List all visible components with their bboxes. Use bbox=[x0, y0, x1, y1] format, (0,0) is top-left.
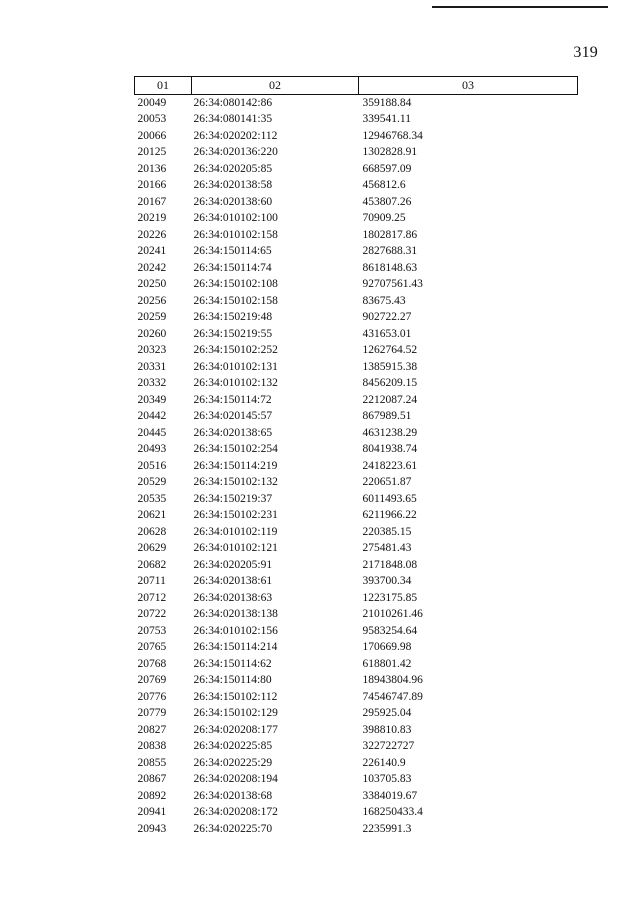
table-row bbox=[135, 722, 578, 739]
cell-cadastral-number: 26:34:010102:131 bbox=[193, 360, 278, 373]
cell-id: 20529 bbox=[137, 476, 167, 488]
cell-id: 20250 bbox=[137, 278, 167, 290]
cell-value: 1302828.91 bbox=[362, 146, 418, 158]
cell-cadastral-number: 26:34:150219:48 bbox=[193, 311, 273, 323]
table-row bbox=[135, 573, 578, 590]
table-row bbox=[135, 94, 578, 111]
table-row bbox=[135, 705, 578, 722]
cell-value: 92707561.43 bbox=[362, 278, 423, 290]
cell-cadastral-number: 26:34:020145:57 bbox=[193, 410, 273, 422]
cell-cadastral-number: 26:34:010102:119 bbox=[193, 525, 278, 538]
cell-cadastral-number: 26:34:150102:112 bbox=[193, 690, 278, 703]
cell-cadastral-number: 26:34:020205:85 bbox=[193, 162, 273, 175]
cell-value: 393700.34 bbox=[362, 575, 412, 587]
table-row bbox=[135, 177, 578, 194]
table-row bbox=[135, 408, 578, 425]
cell-value: 453807.26 bbox=[362, 195, 412, 208]
table-row bbox=[135, 771, 578, 788]
cell-value: 220385.15 bbox=[362, 525, 412, 538]
cell-value: 6011493.65 bbox=[362, 492, 417, 505]
data-table bbox=[134, 76, 578, 837]
cell-id: 20445 bbox=[137, 426, 167, 439]
table-row bbox=[135, 293, 578, 310]
cell-cadastral-number: 26:34:150114:214 bbox=[193, 641, 278, 653]
cell-id: 20629 bbox=[137, 542, 167, 554]
cell-value: 2418223.61 bbox=[362, 459, 418, 472]
table-row bbox=[135, 309, 578, 326]
cell-value: 2827688.31 bbox=[362, 245, 418, 257]
table-row bbox=[135, 326, 578, 343]
table-row bbox=[135, 656, 578, 673]
cell-id: 20753 bbox=[137, 624, 167, 637]
cell-cadastral-number: 26:34:020225:70 bbox=[193, 822, 273, 835]
cell-cadastral-number: 26:34:150114:72 bbox=[193, 393, 272, 406]
cell-value: 1223175.85 bbox=[362, 591, 418, 604]
cell-id: 20241 bbox=[137, 245, 167, 257]
cell-value: 322722727 bbox=[362, 740, 415, 752]
cell-id: 20256 bbox=[137, 294, 167, 307]
cell-id: 20493 bbox=[137, 443, 167, 455]
cell-value: 902722.27 bbox=[362, 311, 412, 323]
table-row bbox=[135, 788, 578, 805]
cell-value: 9583254.64 bbox=[362, 624, 418, 637]
table-row bbox=[135, 194, 578, 211]
table-row bbox=[135, 392, 578, 409]
cell-cadastral-number: 26:34:010102:132 bbox=[193, 377, 278, 389]
cell-id: 20765 bbox=[137, 641, 167, 653]
cell-cadastral-number: 26:34:150219:37 bbox=[193, 492, 273, 505]
cell-value: 168250433.4 bbox=[362, 806, 423, 818]
cell-id: 20941 bbox=[137, 806, 167, 818]
cell-id: 20331 bbox=[137, 360, 167, 373]
table-row bbox=[135, 359, 578, 376]
table-row bbox=[135, 689, 578, 706]
cell-value: 103705.83 bbox=[362, 773, 412, 785]
cell-cadastral-number: 26:34:020138:58 bbox=[193, 179, 273, 191]
header-col-01: 01 bbox=[135, 77, 192, 95]
table-row bbox=[135, 227, 578, 244]
top-rule bbox=[432, 6, 608, 8]
cell-id: 20259 bbox=[137, 311, 167, 323]
table-row bbox=[135, 821, 578, 838]
cell-value: 6211966.22 bbox=[362, 509, 417, 521]
cell-id: 20442 bbox=[137, 410, 167, 422]
cell-cadastral-number: 26:34:020138:68 bbox=[193, 789, 273, 802]
cell-value: 4631238.29 bbox=[362, 426, 418, 439]
cell-id: 20867 bbox=[137, 773, 167, 785]
cell-value: 456812.6 bbox=[362, 179, 406, 191]
cell-value: 12946768.34 bbox=[362, 129, 423, 142]
cell-cadastral-number: 26:34:150102:132 bbox=[193, 476, 278, 488]
cell-cadastral-number: 26:34:150102:231 bbox=[193, 509, 278, 521]
cell-id: 20535 bbox=[137, 492, 167, 505]
cell-cadastral-number: 26:34:010102:156 bbox=[193, 624, 278, 637]
cell-cadastral-number: 26:34:150102:129 bbox=[193, 707, 278, 719]
cell-cadastral-number: 26:34:020138:65 bbox=[193, 426, 273, 439]
cell-value: 220651.87 bbox=[362, 476, 412, 488]
cell-value: 1385915.38 bbox=[362, 360, 418, 373]
cell-value: 83675.43 bbox=[362, 294, 406, 307]
table-header bbox=[135, 77, 578, 95]
cell-cadastral-number: 26:34:020138:61 bbox=[193, 575, 273, 587]
cell-cadastral-number: 26:34:020208:194 bbox=[193, 773, 278, 785]
table-row bbox=[135, 111, 578, 128]
cell-value: 8618148.63 bbox=[362, 261, 418, 274]
table-row bbox=[135, 540, 578, 557]
cell-value: 431653.01 bbox=[362, 327, 412, 340]
cell-value: 618801.42 bbox=[362, 657, 412, 670]
cell-cadastral-number: 26:34:020138:63 bbox=[193, 591, 273, 604]
cell-id: 20776 bbox=[137, 690, 167, 703]
cell-id: 20768 bbox=[137, 657, 167, 670]
cell-id: 20779 bbox=[137, 707, 167, 719]
cell-cadastral-number: 26:34:080141:35 bbox=[193, 113, 273, 125]
cell-cadastral-number: 26:34:010102:100 bbox=[193, 212, 278, 224]
cell-value: 398810.83 bbox=[362, 723, 412, 736]
table-row bbox=[135, 804, 578, 821]
cell-id: 20053 bbox=[137, 113, 167, 125]
cell-id: 20621 bbox=[137, 509, 167, 521]
cell-id: 20349 bbox=[137, 393, 167, 406]
cell-id: 20722 bbox=[137, 608, 167, 620]
cell-id: 20226 bbox=[137, 228, 167, 241]
cell-id: 20049 bbox=[137, 96, 167, 109]
cell-id: 20136 bbox=[137, 162, 167, 175]
cell-cadastral-number: 26:34:020202:112 bbox=[193, 129, 278, 142]
header-row bbox=[135, 77, 578, 95]
table-row bbox=[135, 243, 578, 260]
cell-id: 20769 bbox=[137, 674, 167, 686]
cell-cadastral-number: 26:34:150219:55 bbox=[193, 327, 273, 340]
cell-id: 20892 bbox=[137, 789, 167, 802]
table-row bbox=[135, 128, 578, 145]
cell-cadastral-number: 26:34:150114:65 bbox=[193, 245, 272, 257]
cell-cadastral-number: 26:34:020138:138 bbox=[193, 608, 278, 620]
cell-value: 3384019.67 bbox=[362, 789, 418, 802]
cell-id: 20712 bbox=[137, 591, 167, 604]
cell-id: 20242 bbox=[137, 261, 167, 274]
header-col-02: 02 bbox=[192, 77, 359, 95]
cell-cadastral-number: 26:34:020225:85 bbox=[193, 740, 273, 752]
cell-id: 20628 bbox=[137, 525, 167, 538]
table-row bbox=[135, 738, 578, 755]
cell-id: 20125 bbox=[137, 146, 167, 158]
cell-value: 226140.9 bbox=[362, 756, 406, 769]
cell-value: 18943804.96 bbox=[362, 674, 423, 686]
header-col-03: 03 bbox=[359, 77, 578, 95]
cell-cadastral-number: 26:34:150114:74 bbox=[193, 261, 272, 274]
cell-id: 20827 bbox=[137, 723, 167, 736]
cell-cadastral-number: 26:34:080142:86 bbox=[193, 96, 273, 109]
cell-cadastral-number: 26:34:020208:172 bbox=[193, 806, 278, 818]
cell-id: 20219 bbox=[137, 212, 167, 224]
cell-value: 70909.25 bbox=[362, 212, 406, 224]
cell-id: 20323 bbox=[137, 344, 167, 356]
cell-value: 170669.98 bbox=[362, 641, 412, 653]
cell-cadastral-number: 26:34:150114:80 bbox=[193, 674, 272, 686]
table-body bbox=[135, 94, 578, 837]
cell-value: 1262764.52 bbox=[362, 344, 418, 356]
cell-cadastral-number: 26:34:150102:254 bbox=[193, 443, 278, 455]
cell-value: 74546747.89 bbox=[362, 690, 423, 703]
table-row bbox=[135, 590, 578, 607]
cell-cadastral-number: 26:34:020205:91 bbox=[193, 558, 273, 571]
cell-cadastral-number: 26:34:020138:60 bbox=[193, 195, 273, 208]
table-row bbox=[135, 161, 578, 178]
table-row bbox=[135, 623, 578, 640]
table-row bbox=[135, 425, 578, 442]
cell-id: 20332 bbox=[137, 377, 167, 389]
cell-value: 867989.51 bbox=[362, 410, 412, 422]
cell-id: 20516 bbox=[137, 459, 167, 472]
cell-value: 8041938.74 bbox=[362, 443, 418, 455]
cell-cadastral-number: 26:34:010102:158 bbox=[193, 228, 278, 241]
cell-id: 20682 bbox=[137, 558, 167, 571]
cell-cadastral-number: 26:34:020136:220 bbox=[193, 146, 278, 158]
table-row bbox=[135, 672, 578, 689]
cell-value: 275481.43 bbox=[362, 542, 412, 554]
cell-cadastral-number: 26:34:150102:158 bbox=[193, 294, 278, 307]
table-row bbox=[135, 375, 578, 392]
table-row bbox=[135, 474, 578, 491]
table-row bbox=[135, 260, 578, 277]
cell-id: 20166 bbox=[137, 179, 167, 191]
cell-cadastral-number: 26:34:010102:121 bbox=[193, 542, 278, 554]
cell-value: 668597.09 bbox=[362, 162, 412, 175]
cell-id: 20260 bbox=[137, 327, 167, 340]
cell-id: 20855 bbox=[137, 756, 167, 769]
table-row bbox=[135, 342, 578, 359]
cell-cadastral-number: 26:34:020208:177 bbox=[193, 723, 278, 736]
cell-id: 20167 bbox=[137, 195, 167, 208]
table-row bbox=[135, 441, 578, 458]
table-row bbox=[135, 276, 578, 293]
table-row bbox=[135, 639, 578, 656]
table-row bbox=[135, 557, 578, 574]
cell-value: 8456209.15 bbox=[362, 377, 418, 389]
cell-value: 2212087.24 bbox=[362, 393, 418, 406]
page-number: 319 bbox=[573, 44, 598, 61]
cell-cadastral-number: 26:34:150114:219 bbox=[193, 459, 278, 472]
cell-cadastral-number: 26:34:150102:108 bbox=[193, 278, 278, 290]
cell-id: 20838 bbox=[137, 740, 167, 752]
table-row bbox=[135, 491, 578, 508]
table-row bbox=[135, 144, 578, 161]
cell-id: 20066 bbox=[137, 129, 167, 142]
cell-value: 359188.84 bbox=[362, 96, 412, 109]
cell-value: 2171848.08 bbox=[362, 558, 418, 571]
table-row bbox=[135, 458, 578, 475]
cell-cadastral-number: 26:34:150114:62 bbox=[193, 657, 272, 670]
table-row bbox=[135, 524, 578, 541]
cell-value: 295925.04 bbox=[362, 707, 412, 719]
cell-value: 339541.11 bbox=[362, 113, 411, 125]
table-row bbox=[135, 210, 578, 227]
cell-value: 1802817.86 bbox=[362, 228, 418, 241]
table-row bbox=[135, 507, 578, 524]
cell-value: 21010261.46 bbox=[362, 608, 423, 620]
cell-value: 2235991.3 bbox=[362, 822, 412, 835]
cell-cadastral-number: 26:34:150102:252 bbox=[193, 344, 278, 356]
table-row bbox=[135, 606, 578, 623]
table-row bbox=[135, 755, 578, 772]
cell-cadastral-number: 26:34:020225:29 bbox=[193, 756, 273, 769]
cell-id: 20943 bbox=[137, 822, 167, 835]
cell-id: 20711 bbox=[137, 575, 166, 587]
